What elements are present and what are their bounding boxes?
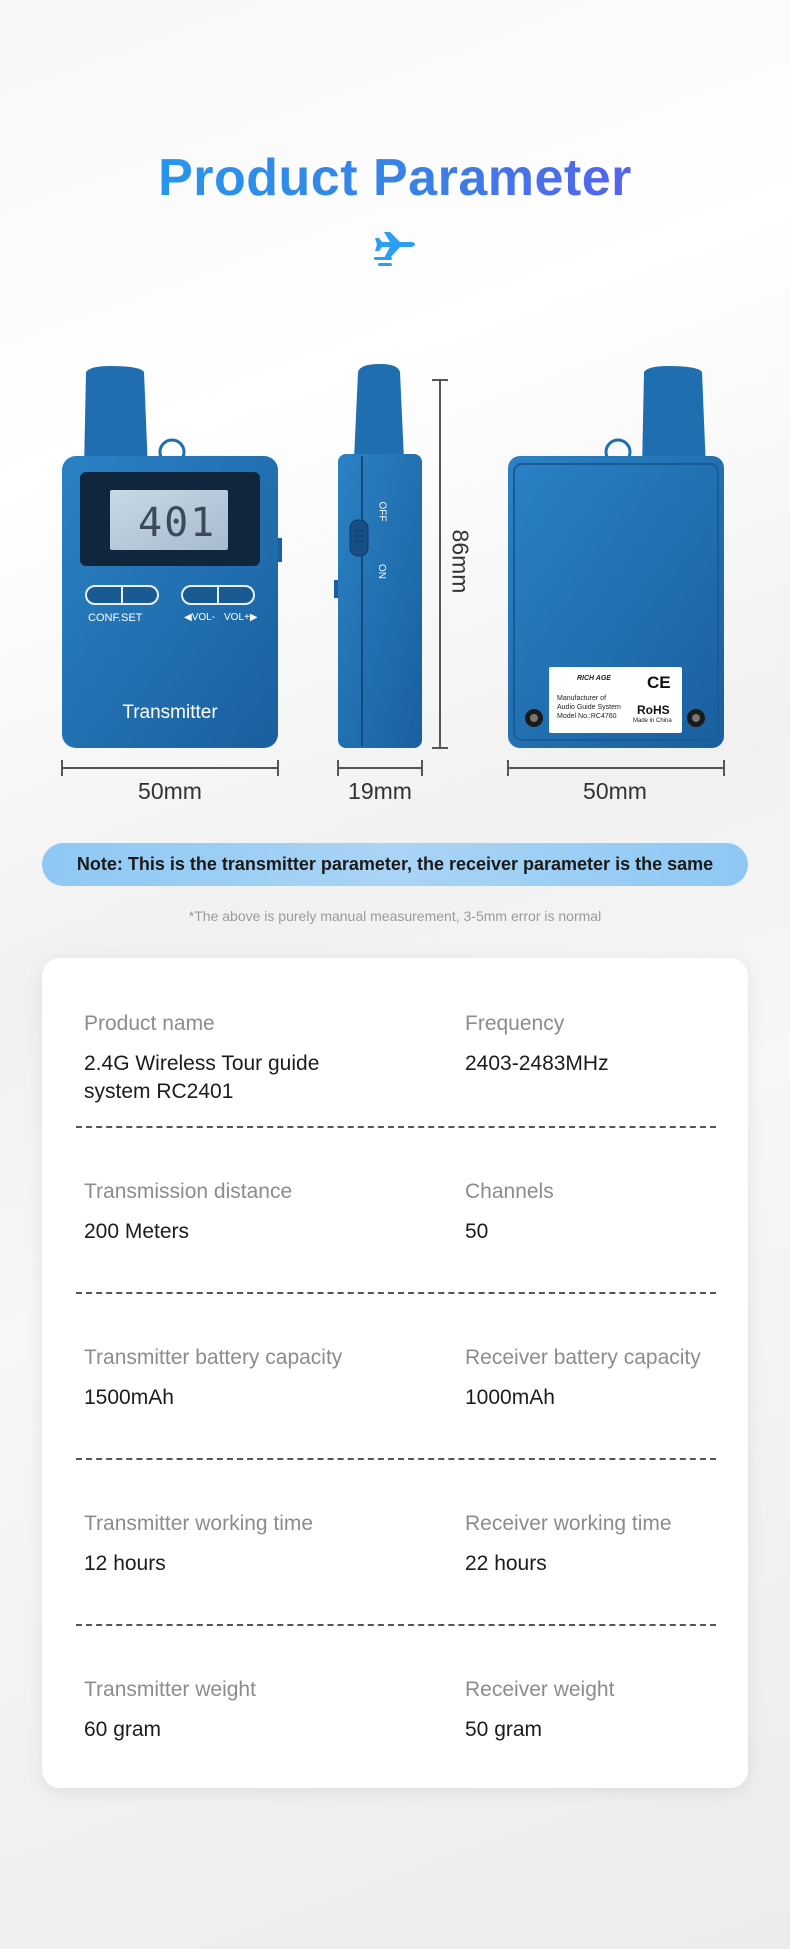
param-label: Product name [84, 1012, 215, 1035]
back-width-label: 50mm [583, 778, 647, 804]
param-value: 200 Meters [84, 1220, 190, 1243]
measurement-disclaimer: *The above is purely manual measurement, 3-5mm error is normal [188, 908, 602, 924]
side-width-label: 19mm [348, 778, 412, 804]
switch-on-label: ON [376, 564, 387, 579]
front-width-label: 50mm [138, 778, 202, 804]
lcd-channel-display: 401 [138, 500, 217, 546]
device-name: Transmitter [122, 702, 218, 723]
param-row [84, 1010, 704, 1176]
transmitter-side [334, 364, 422, 748]
param-label: Transmission distance [84, 1180, 293, 1203]
sticker-line-2: Audio Guide System [557, 704, 621, 711]
rohs-mark: RoHS [637, 703, 670, 717]
param-label: Receiver weight [465, 1678, 615, 1701]
param-cell [84, 1010, 384, 1106]
sticker-model: Model No.:RC4760 [557, 713, 617, 720]
param-value: 50 gram [465, 1718, 543, 1741]
param-row [84, 1178, 704, 1344]
param-value: 60 gram [84, 1718, 162, 1741]
made-in-label: Made in China [633, 718, 672, 724]
param-label: Frequency [465, 1012, 565, 1035]
vol-up-button: VOL+▶ [224, 612, 258, 623]
row-divider [76, 1292, 716, 1294]
param-cell [465, 1344, 725, 1412]
param-label: Receiver battery capacity [465, 1346, 701, 1369]
page-title: Product Parameter [0, 148, 790, 208]
conf-set-button: CONF.SET [88, 612, 143, 624]
param-value: 2403-2483MHz [465, 1052, 609, 1075]
param-cell [84, 1676, 384, 1744]
param-value: 50 [465, 1220, 489, 1243]
row-divider [76, 1458, 716, 1460]
sticker-line-1: Manufacturer of [557, 695, 607, 702]
param-label: Transmitter working time [84, 1512, 314, 1535]
switch-off-label: OFF [376, 501, 388, 522]
param-value: 22 hours [465, 1552, 547, 1575]
param-label: Transmitter battery capacity [84, 1346, 343, 1369]
row-divider [76, 1126, 716, 1128]
param-cell [465, 1010, 725, 1078]
param-cell [84, 1344, 384, 1412]
param-value: 2.4G Wireless Tour guide system RC2401 [84, 1052, 320, 1103]
plane-icon [372, 228, 418, 268]
note-banner: Note: This is the transmitter parameter, the receiver parameter is the same [42, 843, 748, 886]
param-cell [465, 1178, 725, 1246]
param-cell [84, 1510, 384, 1578]
ce-mark: CE [647, 673, 671, 692]
row-divider [76, 1624, 716, 1626]
param-cell [465, 1510, 725, 1578]
transmitter-front [62, 366, 282, 748]
parameter-card [42, 958, 748, 1788]
sticker-brand: RICH AGE [577, 675, 611, 682]
product-label-sticker [549, 667, 682, 733]
height-label: 86mm [447, 529, 474, 594]
param-value: 12 hours [84, 1552, 166, 1575]
param-label: Transmitter weight [84, 1678, 256, 1701]
param-row [84, 1344, 704, 1510]
param-label: Receiver working time [465, 1512, 672, 1535]
param-label: Channels [465, 1180, 554, 1203]
param-value: 1500mAh [84, 1386, 174, 1409]
param-row [84, 1676, 704, 1842]
param-cell [84, 1178, 384, 1246]
device-illustration [0, 360, 790, 820]
param-value: 1000mAh [465, 1386, 555, 1409]
vol-down-button: ◀VOL- [184, 612, 216, 623]
param-row [84, 1510, 704, 1676]
param-cell [465, 1676, 725, 1744]
